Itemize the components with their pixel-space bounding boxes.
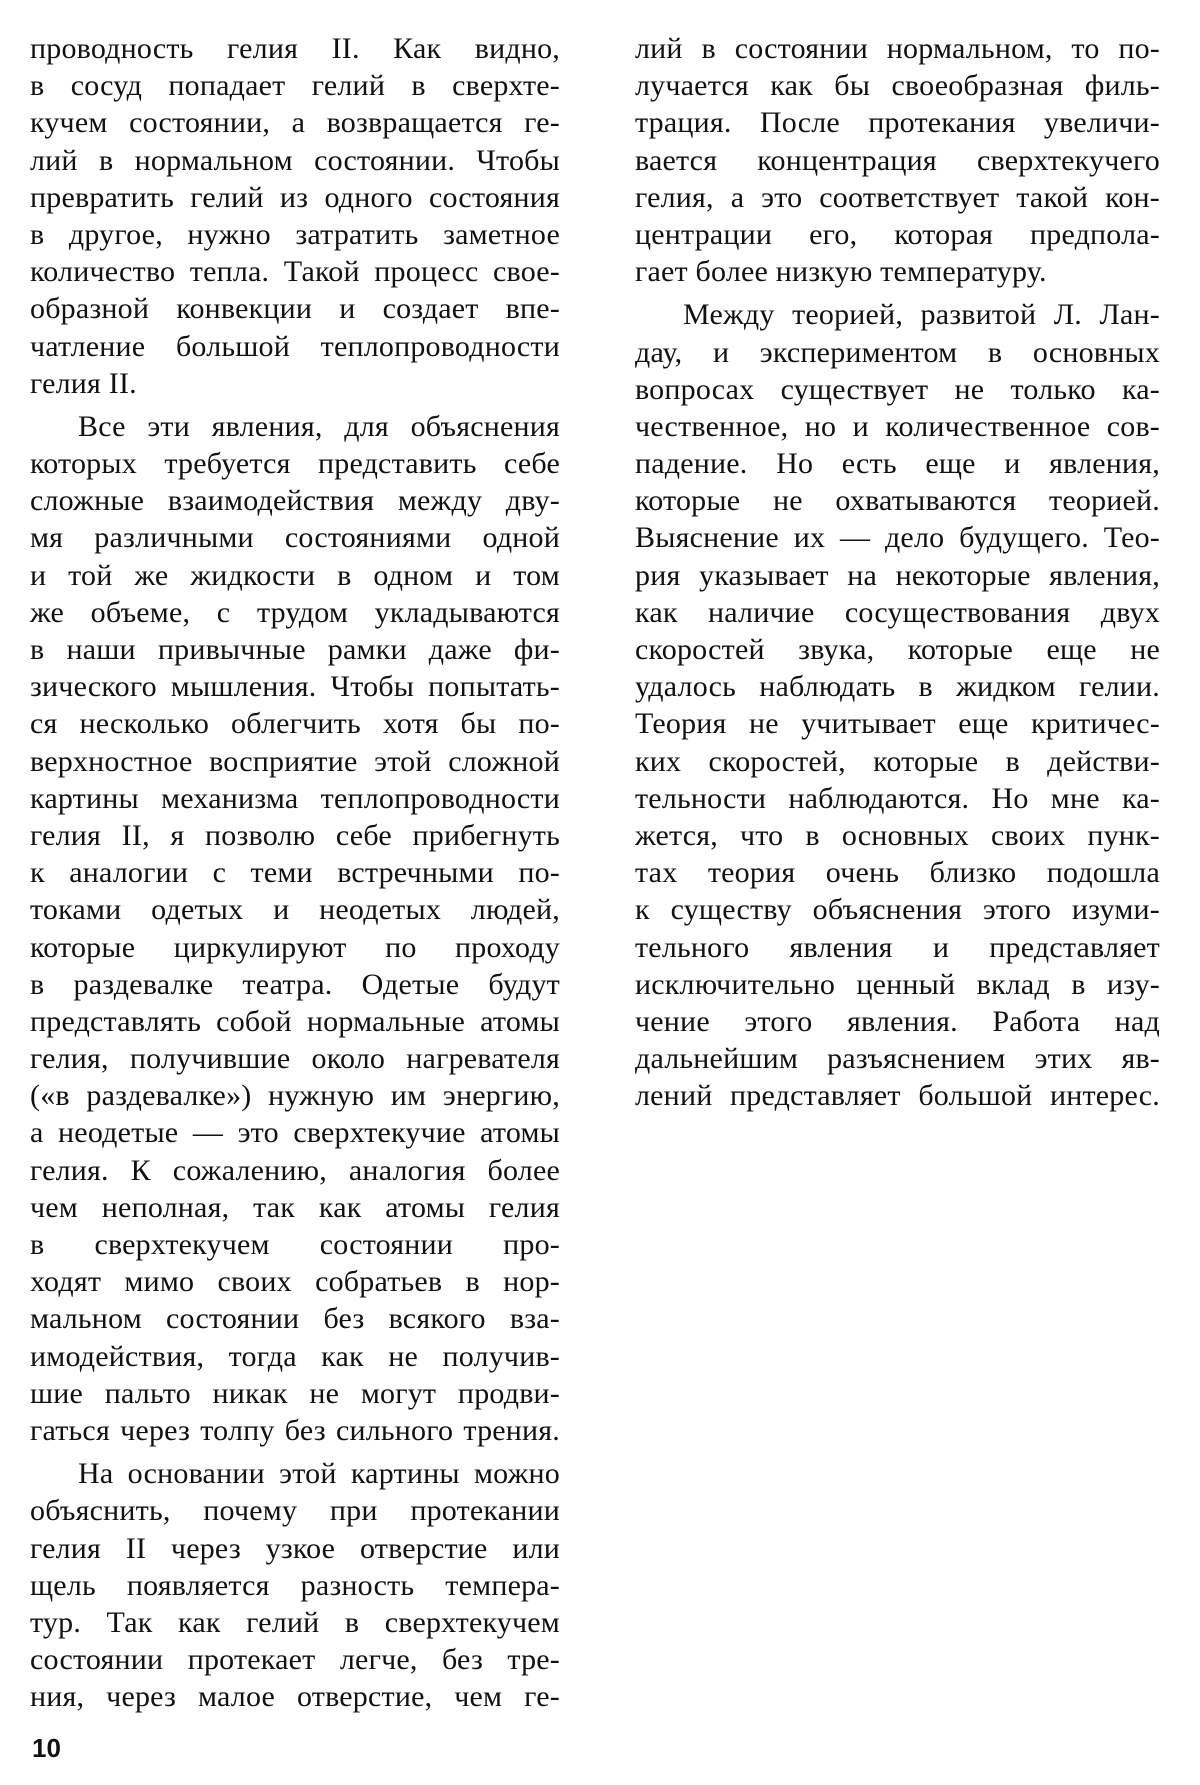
- text-line: образной конвекции и создает впе-: [30, 292, 560, 326]
- text-line: гаться через толпу без сильного трения.: [30, 1413, 560, 1447]
- text-line: которых требуется представить себе: [30, 447, 560, 481]
- text-line: к существу объяснения этого изуми-: [635, 893, 1160, 927]
- text-line: дау, и экспериментом в основных: [635, 335, 1160, 369]
- text-line: как наличие сосуществования двух: [635, 595, 1160, 629]
- text-line: лий в состоянии нормальном, то по-: [635, 32, 1160, 65]
- text-line: же объеме, с трудом укладываются: [30, 595, 560, 629]
- text-line: гелия, получившие около нагревателя: [30, 1042, 560, 1076]
- text-line: ких скоростей, которые в действи-: [635, 744, 1160, 778]
- text-line: исключительно ценный вклад в изу-: [635, 967, 1160, 1001]
- text-line: центрации его, которая предпола-: [635, 217, 1160, 251]
- text-line: падение. Но есть еще и явления,: [635, 447, 1160, 481]
- text-line: чение этого явления. Работа над: [635, 1004, 1160, 1038]
- text-line: гелия, а это соответствует такой кон-: [635, 180, 1160, 214]
- text-line: в сверхтекучем состоянии про-: [30, 1228, 560, 1261]
- text-line: количество тепла. Такой процесс свое-: [30, 255, 560, 289]
- text-line: тах теория очень близко подошла: [635, 856, 1160, 890]
- text-line: лений представляет большой интерес.: [635, 1079, 1160, 1113]
- text-line: лий в нормальном состоянии. Чтобы: [30, 143, 560, 177]
- text-line: мальном состоянии без всякого вза-: [30, 1302, 560, 1336]
- text-line: к аналогии с теми встречными по-: [30, 856, 560, 890]
- text-line: в сосуд попадает гелий в сверхте-: [30, 69, 560, 103]
- text-line: сложные взаимодействия между дву-: [30, 484, 560, 518]
- text-line: гелия II, я позволю себе прибегнуть: [30, 818, 560, 852]
- text-line: тельного явления и представляет: [635, 930, 1160, 964]
- right-column: [635, 30, 1160, 1114]
- text-line: вается концентрация сверхтекучего: [635, 143, 1160, 177]
- text-line: ходят мимо своих собратьев в нор-: [30, 1265, 560, 1299]
- text-line: На основании этой картины можно: [78, 1457, 560, 1491]
- text-line: состоянии протекает легче, без тре-: [30, 1643, 560, 1677]
- text-line: чественное, но и количественное сов-: [635, 409, 1160, 443]
- text-line: токами одетых и неодетых людей,: [30, 893, 560, 927]
- text-line: Все эти явления, для объяснения: [78, 409, 560, 443]
- text-line: которые циркулируют по проходу: [30, 930, 560, 964]
- text-line: Выяснение их — дело будущего. Тео-: [635, 521, 1160, 555]
- text-line: жется, что в основных своих пунк-: [635, 818, 1160, 852]
- text-line: имодействия, тогда как не получив-: [30, 1339, 560, 1373]
- text-line: тельности наблюдаются. Но мне ка-: [635, 781, 1160, 815]
- text-line: гелия. К сожалению, аналогия более: [30, 1153, 560, 1187]
- text-line: представлять собой нормальные атомы: [30, 1004, 560, 1038]
- text-line: превратить гелий из одного состояния: [30, 180, 560, 214]
- text-line: чем неполная, так как атомы гелия: [30, 1190, 560, 1224]
- text-line: верхностное восприятие этой сложной: [30, 744, 560, 778]
- text-line: в наши привычные рамки даже фи-: [30, 633, 560, 666]
- text-line: рия указывает на некоторые явления,: [635, 558, 1160, 592]
- text-line: скоростей звука, которые еще не: [635, 633, 1160, 666]
- text-line: Между теорией, развитой Л. Лан-: [683, 298, 1160, 332]
- text-line: щель появляется разность темпера-: [30, 1568, 560, 1602]
- text-line: гелия II.: [30, 366, 137, 400]
- text-line: которые не охватываются теорией.: [635, 484, 1160, 518]
- text-line: («в раздевалке») нужную им энергию,: [30, 1079, 560, 1113]
- text-line: в раздевалке театра. Одетые будут: [30, 967, 560, 1001]
- text-line: лучается как бы своеобразная филь-: [635, 69, 1160, 103]
- text-line: кучем состоянии, а возвращается ге-: [30, 106, 560, 140]
- text-line: трация. После протекания увеличи-: [635, 106, 1160, 140]
- text-line: шие пальто никак не могут продви-: [30, 1376, 560, 1410]
- text-line: объяснить, почему при протекании: [30, 1494, 560, 1528]
- text-line: ния, через малое отверстие, чем ге-: [30, 1680, 560, 1714]
- page-number: 10: [32, 1733, 61, 1763]
- text-line: а неодетые — это сверхтекучие атомы: [30, 1116, 560, 1150]
- text-line: тур. Так как гелий в сверхтекучем: [30, 1605, 560, 1639]
- text-line: гелия II через узкое отверстие или: [30, 1531, 560, 1565]
- text-line: удалось наблюдать в жидком гелии.: [635, 670, 1160, 704]
- text-line: проводность гелия II. Как видно,: [30, 32, 560, 65]
- text-line: мя различными состояниями одной: [30, 521, 560, 555]
- text-line: гает более низкую температуру.: [635, 255, 1047, 289]
- text-line: и той же жидкости в одном и том: [30, 558, 560, 592]
- text-line: дальнейшим разъяснением этих яв-: [635, 1042, 1160, 1076]
- text-line: Теория не учитывает еще критичес-: [635, 707, 1160, 741]
- text-line: ся несколько облегчить хотя бы по-: [30, 707, 560, 741]
- left-column: [30, 30, 560, 1715]
- text-line: в другое, нужно затратить заметное: [30, 217, 560, 251]
- text-line: картины механизма теплопроводности: [30, 781, 560, 815]
- text-line: чатление большой теплопроводности: [30, 329, 560, 363]
- text-line: зического мышления. Чтобы попытать-: [30, 670, 560, 704]
- text-line: вопросах существует не только ка-: [635, 372, 1160, 406]
